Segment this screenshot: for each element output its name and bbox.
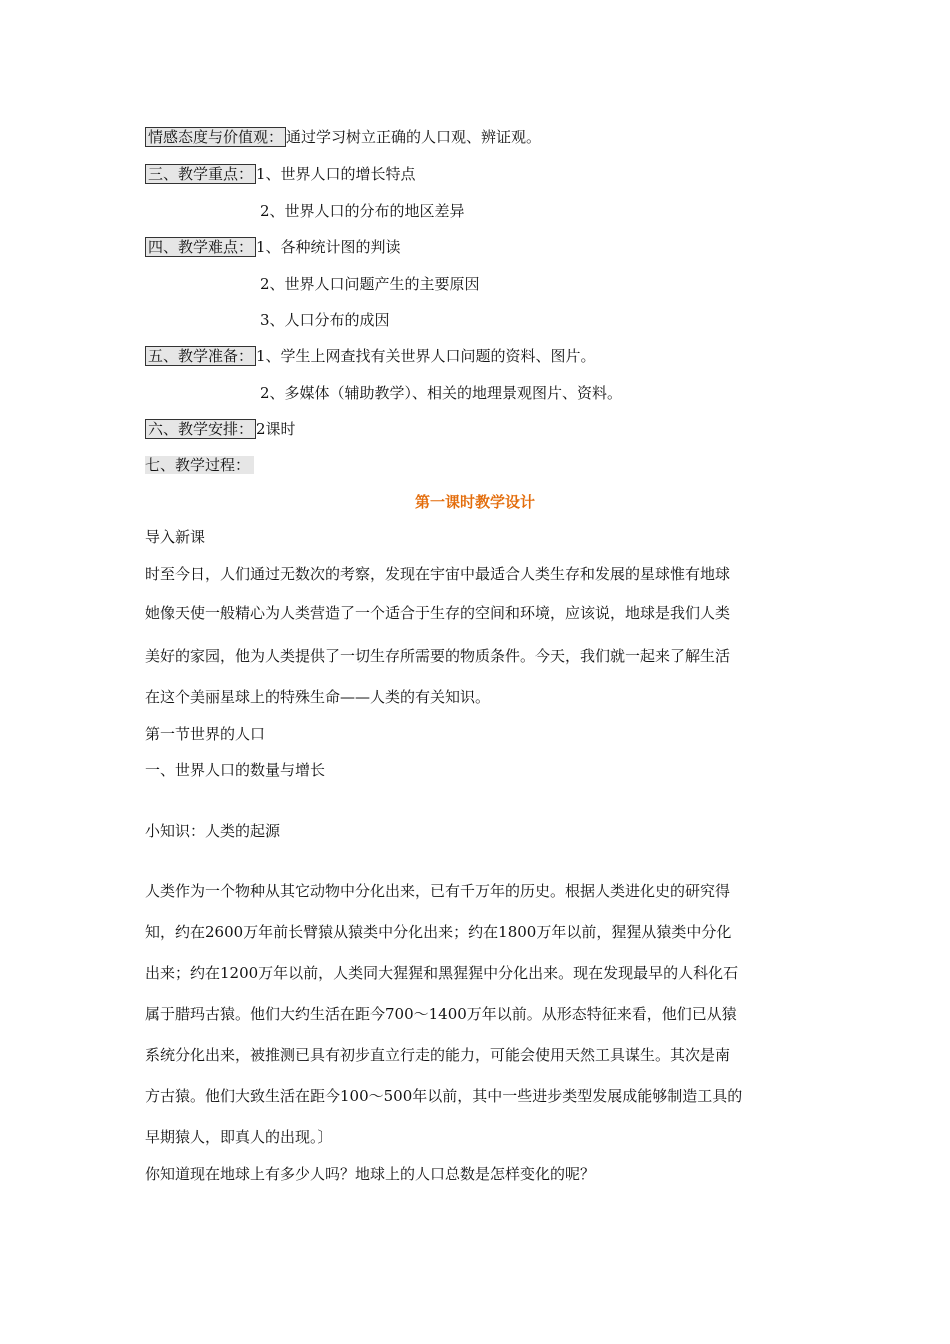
lesson-title: 第一课时教学设计 [414,493,535,511]
question-text: 你知道现在地球上有多少人吗？地球上的人口总数是怎样变化的呢？ [145,1165,596,1183]
process-row [145,455,254,475]
section-title: 第一节世界的人口 [145,725,266,743]
attitude-objective [145,127,541,147]
process-label: 七、教学过程： [145,456,254,474]
attitude-label: 情感态度与价值观： [145,127,286,147]
origin-line: 系统分化出来，被推测已具有初步直立行走的能力，可能会使用天然工具谋生。其次是南 [145,1046,731,1064]
key-point-2: 2、世界人口的分布的地区差异 [260,202,465,220]
intro-heading: 导入新课 [145,528,206,546]
preparation-label: 五、教学准备： [145,346,256,366]
subsection-title: 一、世界人口的数量与增长 [145,761,326,779]
preparation-1: 1、学生上网查找有关世界人口问题的资料、图片。 [256,347,596,365]
intro-line: 美好的家园，他为人类提供了一切生存所需要的物质条件。今天，我们就一起来了解生活 [145,647,731,665]
difficulty-2: 2、世界人口问题产生的主要原因 [260,275,480,293]
knowledge-heading: 小知识：人类的起源 [145,822,281,840]
difficulties-label: 四、教学难点： [145,237,256,257]
origin-line: 知，约在2600万年前长臂猿从猿类中分化出来；约在1800万年以前，猩猩从猿类中分化 [145,923,732,941]
key-points-label: 三、教学重点： [145,164,256,184]
difficulty-3: 3、人口分布的成因 [260,311,390,329]
schedule-row [145,419,296,439]
origin-line: 早期猿人，即真人的出现。〕 [145,1128,333,1146]
schedule-label: 六、教学安排： [145,419,256,439]
schedule-text: 2课时 [256,420,296,438]
preparation-2: 2、多媒体（辅助教学）、相关的地理景观图片、资料。 [260,384,623,402]
key-point-1: 1、世界人口的增长特点 [256,165,416,183]
intro-line: 她像天使一般精心为人类营造了一个适合于生存的空间和环境，应该说，地球是我们人类 [145,604,731,622]
difficulty-1: 1、各种统计图的判读 [256,238,401,256]
intro-line: 在这个美丽星球上的特殊生命——人类的有关知识。 [145,688,491,706]
origin-line: 出来；约在1200万年以前，人类同大猩猩和黑猩猩中分化出来。现在发现最早的人科化石 [145,964,739,982]
origin-line: 人类作为一个物种从其它动物中分化出来，已有千万年的历史。根据人类进化史的研究得 [145,882,731,900]
attitude-text: 通过学习树立正确的人口观、辨证观。 [286,128,542,146]
difficulties-row [145,237,401,257]
origin-line: 方古猿。他们大致生活在距今100～500年以前，其中一些进步类型发展成能够制造工具的 [145,1087,743,1105]
key-points-row [145,164,416,184]
preparation-row [145,346,596,366]
origin-line: 属于腊玛古猿。他们大约生活在距今700～1400万年以前。从形态特征来看，他们已从猿 [145,1005,737,1023]
intro-line: 时至今日，人们通过无数次的考察，发现在宇宙中最适合人类生存和发展的星球惟有地球 [145,565,731,583]
